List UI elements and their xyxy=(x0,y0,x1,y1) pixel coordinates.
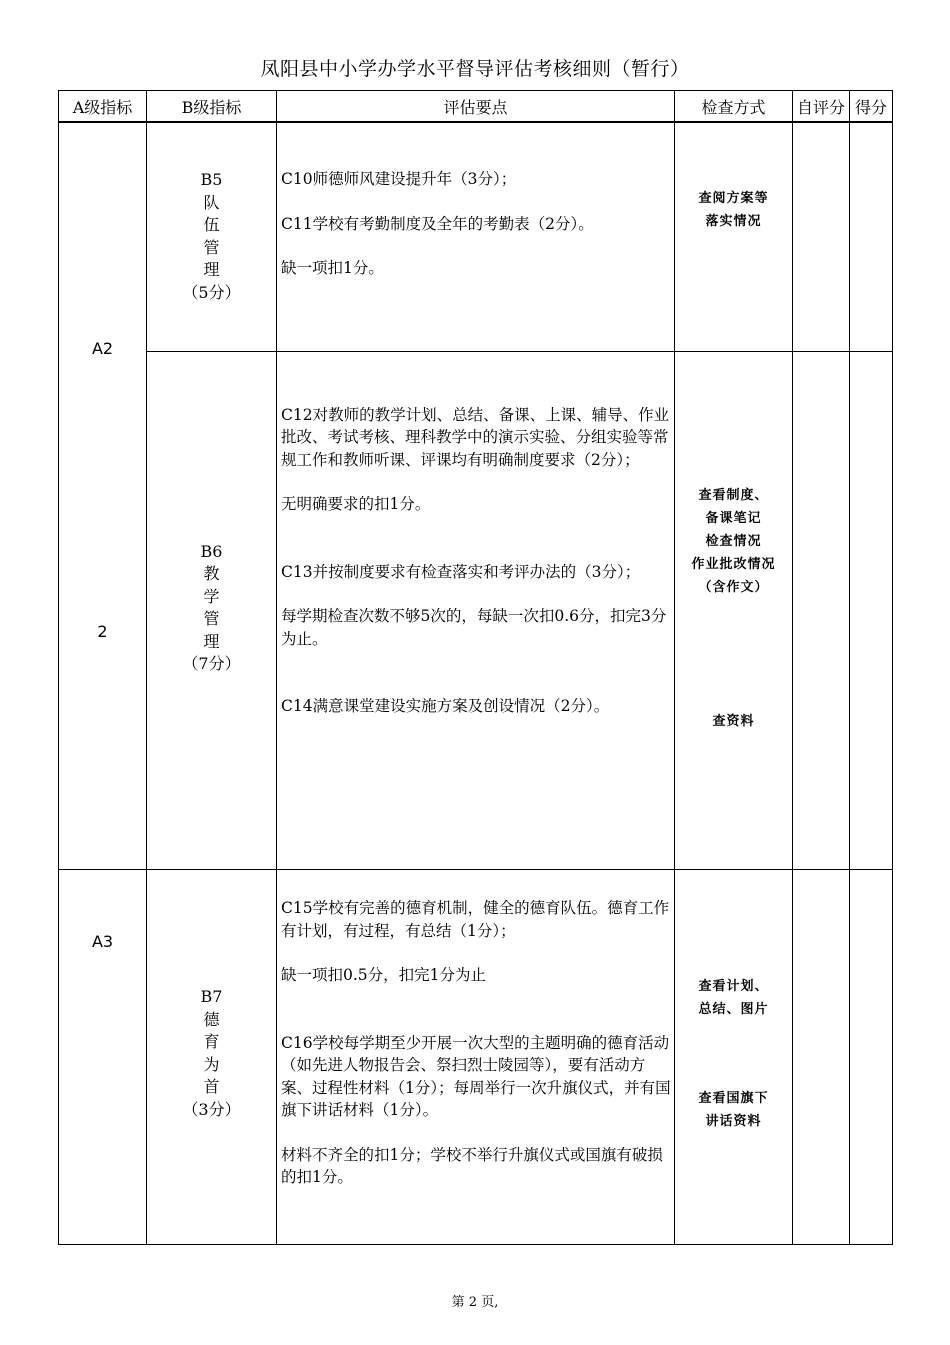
method-line: 查看制度、 xyxy=(698,487,769,503)
page-footer: 第 2 页, xyxy=(451,1295,499,1310)
header-check-method: 检查方式 xyxy=(675,91,793,123)
key-point: C11学校有考勤制度及全年的考勤表（2分）。 xyxy=(281,214,594,233)
b5-char: 队 xyxy=(203,192,220,212)
key-point: C16学校每学期至少开展一次大型的主题明确的德育活动（如先进人物报告会、祭扫烈士陵园等），要有活动方案、过程性材料（1分）；每周举行一次升旗仪式，并有国旗下讲话材料（1分）。 xyxy=(281,1033,671,1119)
b6-char: 管 xyxy=(203,609,220,629)
method-line: 讲话资料 xyxy=(705,1114,762,1129)
method-line: 备课笔记 xyxy=(705,510,762,526)
a3-cell xyxy=(59,870,147,1245)
header-a-level: A级指标 xyxy=(59,91,147,123)
b5-key-points xyxy=(277,122,675,351)
b7-points: （3分） xyxy=(182,1099,241,1119)
method-line: 查阅方案等 xyxy=(698,191,769,206)
b6-check-method xyxy=(675,351,793,869)
key-point: C10师德师风建设提升年（3分）； xyxy=(281,170,517,188)
b6-cell xyxy=(147,351,277,869)
b6-key-points xyxy=(277,351,675,869)
b5-self-score[interactable] xyxy=(793,122,850,351)
b7-char: 育 xyxy=(203,1032,220,1051)
key-point: 缺一项扣0.5分，扣完1分为止 xyxy=(281,966,487,984)
criteria-table xyxy=(58,90,893,1245)
key-point: 材料不齐全的扣1分；学校不举行升旗仪式或国旗有破损的扣1分。 xyxy=(281,1145,663,1186)
method-line: 总结、图片 xyxy=(698,1002,769,1017)
method-line: 检查情况 xyxy=(705,533,762,549)
header-score: 得分 xyxy=(850,91,893,123)
b5-char: 伍 xyxy=(203,215,220,234)
b7-key-points xyxy=(277,870,675,1245)
b6-self-score[interactable] xyxy=(793,351,850,869)
method-line: 落实情况 xyxy=(705,214,762,229)
header-b-level: B级指标 xyxy=(147,91,277,123)
a-label-a2-score: 2 xyxy=(97,622,108,641)
b6-char: 学 xyxy=(203,586,220,606)
b5-check-method xyxy=(675,122,793,351)
b5-score[interactable] xyxy=(850,122,893,351)
b5-code: B5 xyxy=(200,170,223,189)
b6-char: 教 xyxy=(203,564,220,584)
header-self-score: 自评分 xyxy=(793,91,850,123)
b7-char: 德 xyxy=(203,1009,220,1029)
b6-score[interactable] xyxy=(850,351,893,869)
b6-points: （7分） xyxy=(182,654,241,674)
b7-char: 首 xyxy=(203,1077,220,1096)
b7-cell xyxy=(147,870,277,1245)
b5-char: 理 xyxy=(203,260,220,279)
b7-code: B7 xyxy=(200,987,223,1006)
b6-char: 理 xyxy=(203,631,220,651)
page-title: 凤阳县中小学办学水平督导评估考核细则（暂行） xyxy=(260,58,690,80)
method-line: 查看国旗下 xyxy=(698,1091,769,1106)
header-row xyxy=(59,91,893,123)
b5-char: 管 xyxy=(203,237,220,257)
key-point: 每学期检查次数不够5次的，每缺一次扣0.6分，扣完3分为止。 xyxy=(281,607,667,648)
b7-check-method xyxy=(675,870,793,1245)
table-row-b6 xyxy=(59,351,893,869)
key-point: C12对教师的教学计划、总结、备课、上课、辅导、作业批改、考试考核、理科教学中的演示实验、分组实验等常规工作和教师听课、评课均有明确制度要求（2分）； xyxy=(281,405,670,469)
a-label-a3: A3 xyxy=(91,932,114,951)
header-key-points: 评估要点 xyxy=(277,91,675,123)
b7-char: 为 xyxy=(203,1054,220,1074)
a-label-a2: A2 xyxy=(91,339,114,358)
b7-score[interactable] xyxy=(850,870,893,1245)
b5-cell xyxy=(147,122,277,351)
table-row-b5 xyxy=(59,122,893,351)
method-line: 查看计划、 xyxy=(698,979,769,994)
key-point: 缺一项扣1分。 xyxy=(281,259,384,277)
b7-self-score[interactable] xyxy=(793,870,850,1245)
a2-cell xyxy=(59,122,147,870)
table-row-b7 xyxy=(59,870,893,1245)
key-point: 无明确要求的扣1分。 xyxy=(281,495,431,514)
key-point: C15学校有完善的德育机制，健全的德育队伍。德育工作有计划，有过程，有总结（1分）； xyxy=(281,899,670,940)
b5-points: （5分） xyxy=(182,282,241,302)
key-point: C14满意课堂建设实施方案及创设情况（2分）。 xyxy=(281,697,610,716)
method-line: 作业批改情况 xyxy=(691,556,776,572)
method-line: 查资料 xyxy=(712,713,755,729)
b6-code: B6 xyxy=(200,541,223,561)
key-point: C13并按制度要求有检查落实和考评办法的（3分）； xyxy=(281,562,641,581)
method-line: （含作文） xyxy=(698,579,769,595)
